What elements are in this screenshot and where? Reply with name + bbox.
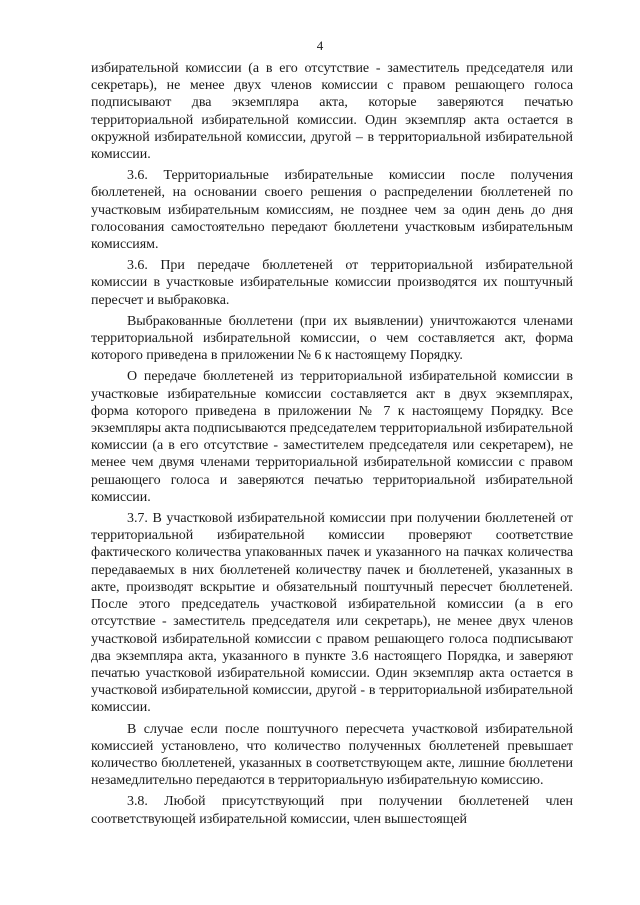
paragraph-transfer-act: О передаче бюллетеней из территориальной избирательной комиссии в участковые избирательные комиссии составляется акт в двух экземплярах, форма которого приведена в приложении № 7 к настоящему Порядку. Все экземпляры акта подписываются председателем территориальной избирательной комиссии (а в его отсутствие - заместителем председателя или секретарем), не менее чем двумя членами территориальной избирательной комиссии с правом решающего голоса и заверяются печатью территориальной избирательной комиссии.: [91, 369, 573, 505]
paragraph-excess-ballots: В случае если после поштучного пересчета участковой избирательной комиссией установлено, что количество полученных бюллетеней превышает количество бюллетеней, указанных в соответствующем акте, лишние бюллетени незамедлительно передаются в территориальную избирательную комиссию.: [91, 721, 573, 789]
paragraph-3-6-distribution: 3.6. Территориальные избирательные комиссии после получения бюллетеней, на основании своего решения о распределении бюллетеней по участковым избирательным комиссиям, не позднее чем за один день до дня голосования самостоятельно передают бюллетени участковым избирательным комиссиям.: [91, 168, 573, 253]
paragraph-3-6-transfer: 3.6. При передаче бюллетеней от территориальной избирательной комиссии в участковые избирательные комиссии производятся их поштучный пересчет и выбраковка.: [91, 258, 573, 308]
paragraph-3-8-presence: 3.8. Любой присутствующий при получении бюллетеней член соответствующей избирательной комиссии, член вышестоящей: [91, 794, 573, 827]
paragraph-continuation: избирательной комиссии (а в его отсутствие - заместитель председателя или секретарь), не менее двух членов комиссии с правом решающего голоса подписывают два экземпляра акта, которые заверяются печатью территориальной избирательной комиссии. Один экземпляр акта остается в окружной избирательной комиссии, другой – в территориальной избирательной комиссии.: [91, 61, 573, 163]
document-body: [91, 60, 573, 832]
paragraph-3-7-receipt: 3.7. В участковой избирательной комиссии при получении бюллетеней от территориальной избирательной комиссии проверяют соответствие фактического количества упакованных пачек и указанного на пачках количества передаваемых в них бюллетеней количеству пачек и бюллетеней, указанных в акте, производят вскрытие и обязательный поштучный пересчет бюллетеней. После этого председатель участковой избирательной комиссии (а в его отсутствие - заместитель председателя или секретарь), не менее двух членов участковой избирательной комиссии с правом решающего голоса подписывают два экземпляра акта, указанного в пункте 3.6 настоящего Порядка, и заверяют печатью участковой избирательной комиссии. Один экземпляр акта остается в участковой избирательной комиссии, другой - в территориальной избирательной комиссии.: [91, 511, 573, 716]
paragraph-rejected-ballots: Выбракованные бюллетени (при их выявлении) уничтожаются членами территориальной избирательной комиссии, о чем составляется акт, форма которого приведена в приложении № 6 к настоящему Порядку.: [91, 313, 573, 364]
page-number: 4: [316, 38, 324, 53]
